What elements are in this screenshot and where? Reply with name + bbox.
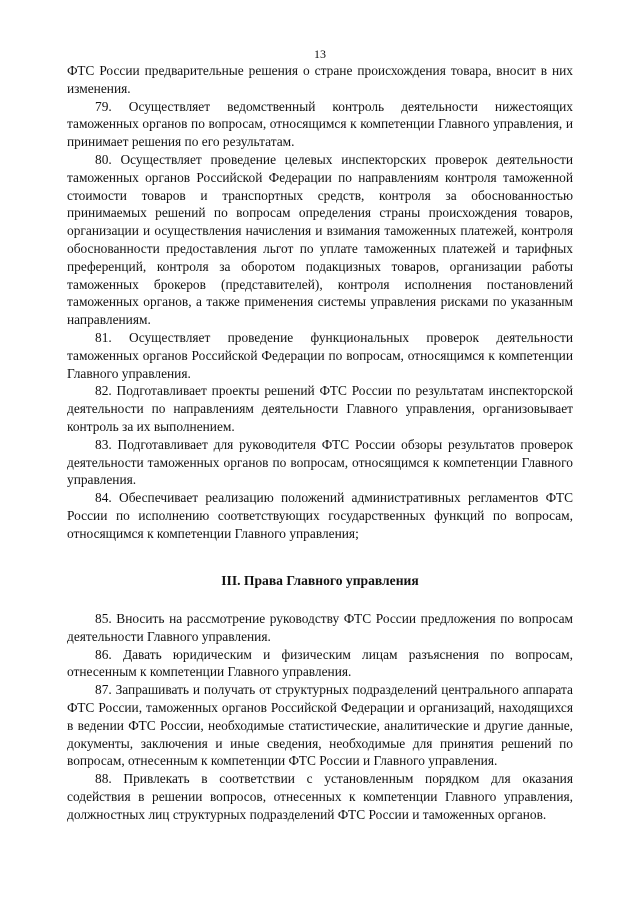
page-number: 13 [314,47,326,61]
paragraph-88: 88. Привлекать в соответствии с установленным порядком для оказания содействия в решении вопросов, отнесенных к компетенции Главного управления, должностных лиц структурных подразделений ФТС России и таможенных органов. [67,771,573,822]
paragraph-83: 83. Подготавливает для руководителя ФТС России обзоры результатов проверок деятельности таможенных органов по вопросам, относящимся к компетенции Главного управления. [67,436,573,488]
paragraph-86: 86. Давать юридическим и физическим лицам разъяснения по вопросам, отнесенным к компетенции Главного управления. [67,646,573,680]
section-heading: III. Права Главного управления [221,573,419,588]
paragraph-80: 80. Осуществляет проведение целевых инспекторских проверок деятельности таможенных органов Российской Федерации по направлениям контроля таможенной стоимости товаров и транспортных средств, контроля за обоснованностью принимаемых решений по вопросам определения страны происхождения товаров, организации и осуществления начисления и взимания таможенных платежей, контроля обоснованности предоставления льгот по уплате таможенных платежей и тарифных преференций, контроля за оборотом подакцизных товаров, организации работы таможенных брокеров (представителей), контроля исполнения постановлений таможенных органов, а также применения системы управления рисками по указанным направлениям. [67,151,573,328]
paragraph-87: 87. Запрашивать и получать от структурных подразделений центрального аппарата ФТС России, таможенных органов Российской Федерации и организаций, находящихся в ведении ФТС России, необходимые статистические, аналитические и другие данные, документы, заключения и иные сведения, необходимые для принятия решений по вопросам, отнесенным к компетенции ФТС России и Главного управления. [67,682,573,769]
paragraph-79: 79. Осуществляет ведомственный контроль деятельности нижестоящих таможенных органов по вопросам, относящимся к компетенции Главного управления, и принимает решения по его результатам. [67,98,573,150]
section-body-after [67,610,573,824]
paragraph-85: 85. Вносить на рассмотрение руководству ФТС России предложения по вопросам деятельности Главного управления. [67,611,573,644]
paragraph-continuation: ФТС России предварительные решения о стране происхождения товара, вносит в них изменения. [67,63,573,96]
paragraph-82: 82. Подготавливает проекты решений ФТС России по результатам инспекторской деятельности по направлениям деятельности Главного управления, организовывает контроль за их выполнением. [67,383,573,434]
paragraph-81: 81. Осуществляет проведение функциональных проверок деятельности таможенных органов Российской Федерации по вопросам, относящимся к компетенции Главного управления. [67,329,573,381]
section-body-before [67,62,573,543]
paragraph-84: 84. Обеспечивает реализацию положений административных регламентов ФТС России по исполнению соответствующих государственных функций по вопросам, относящимся к компетенции Главного управления; [67,490,573,541]
